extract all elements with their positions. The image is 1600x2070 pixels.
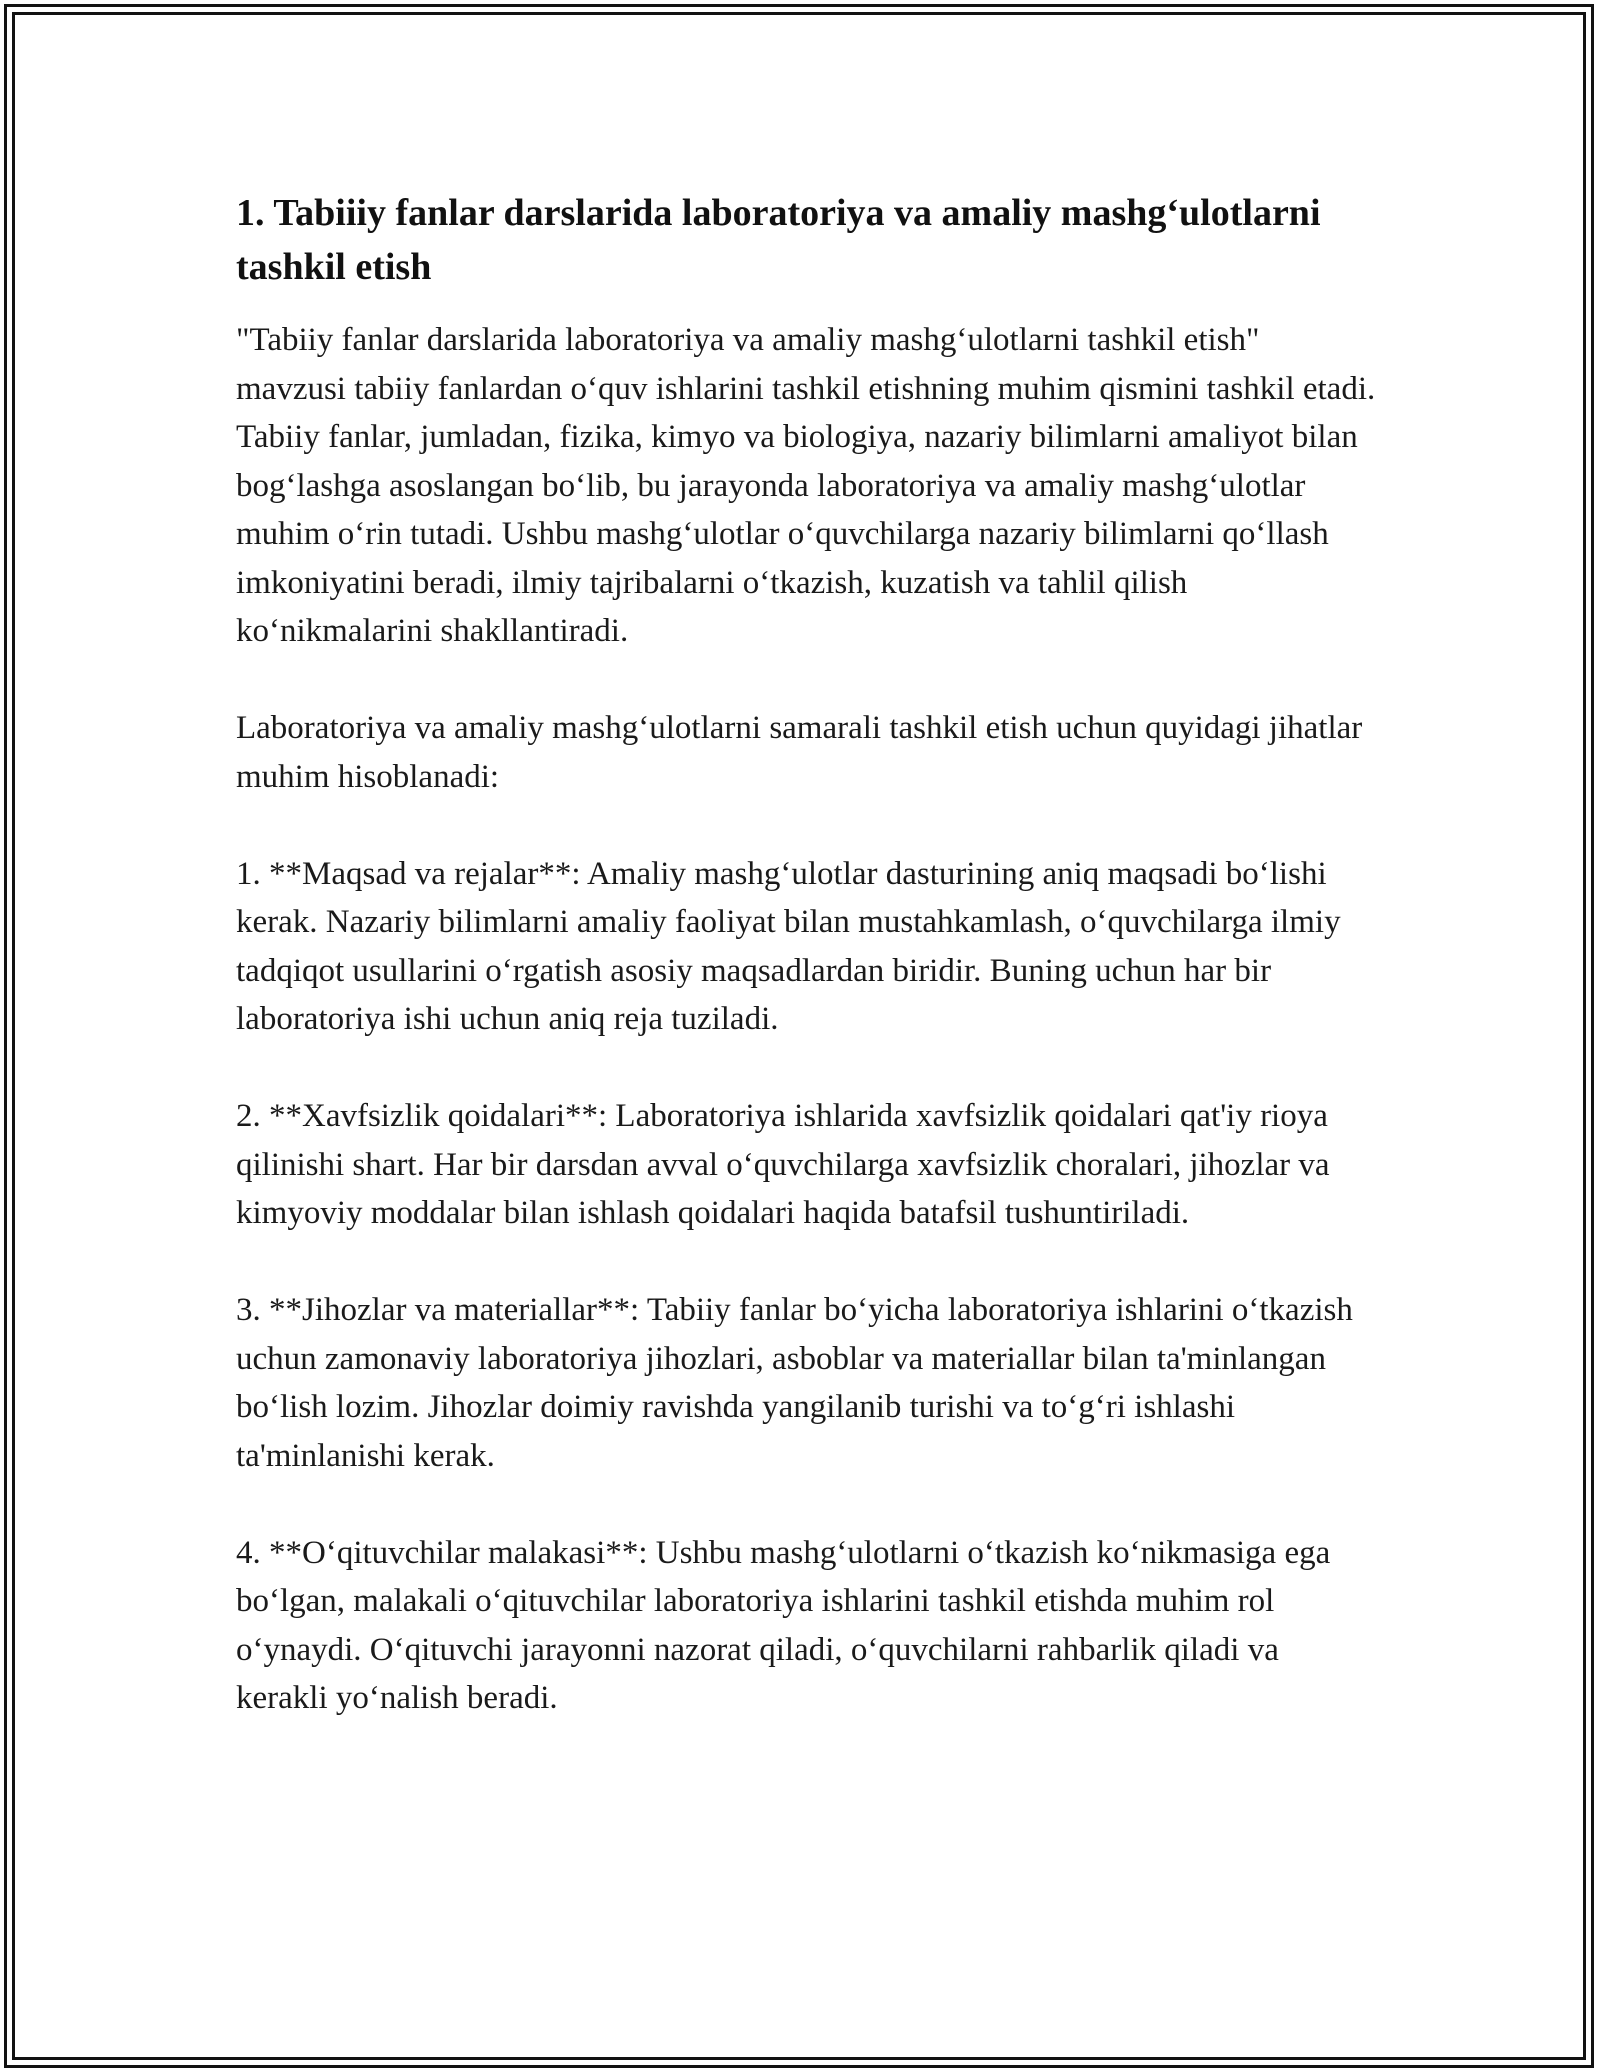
list-item-safety: 2. **Xavfsizlik qoidalari**: Laboratoriya ishlarida xavfsizlik qoidalari qat'iy rioya qilinishi shart. Har bir darsdan avval o‘quvchilarga xavfsizlik choralari, jihozlar va kimyoviy moddalar bilan ishlash qoidalari haqida batafsil tushuntiriladi.	[236, 1098, 1330, 1231]
aspects-intro-paragraph: Laboratoriya va amaliy mashg‘ulotlarni samarali tashkil etish uchun quyidagi jihatlar muhim hisoblanadi:	[236, 710, 1363, 795]
list-item-teachers: 4. **O‘qituvchilar malakasi**: Ushbu mashg‘ulotlarni o‘tkazish ko‘nikmasiga ega bo‘lgan, malakali o‘qituvchilar laboratoriya ishlarini tashkil etishda muhim rol o‘ynaydi. O‘qituvchi jarayonni nazorat qiladi, o‘quvchilarni rahbarlik qiladi va kerakli yo‘nalish beradi.	[236, 1534, 1331, 1716]
intro-paragraph: "Tabiiy fanlar darslarida laboratoriya va amaliy mashg‘ulotlarni tashkil etish" mavzusi tabiiy fanlardan o‘quv ishlarini tashkil etishning muhim qismini tashkil etadi. Tabiiy fanlar, jumladan, fizika, kimyo va biologiya, nazariy bilimlarni amaliyot bilan bog‘lashga asoslangan bo‘lib, bu jarayonda laboratoriya va amaliy mashg‘ulotlar muhim o‘rin tutadi. Ushbu mashg‘ulotlar o‘quvchilarga nazariy bilimlarni qo‘llash imkoniyatini beradi, ilmiy tajribalarni o‘tkazish, kuzatish va tahlil qilish ko‘nikmalarini shakllantiradi.	[236, 322, 1376, 649]
document-title: 1. Tabiiiy fanlar darslarida laboratoriya va amaliy mashg‘ulotlarni tashkil etish	[236, 192, 1321, 288]
list-item-equipment: 3. **Jihozlar va materiallar**: Tabiiy fanlar bo‘yicha laboratoriya ishlarini o‘tkazish uchun zamonaviy laboratoriya jihozlari, asboblar va materiallar bilan ta'minlangan bo‘lish lozim. Jihozlar doimiy ravishda yangilanib turishi va to‘g‘ri ishlashi ta'minlanishi kerak.	[236, 1292, 1353, 1474]
list-item-goals: 1. **Maqsad va rejalar**: Amaliy mashg‘ulotlar dasturining aniq maqsadi bo‘lishi kerak. Nazariy bilimlarni amaliy faoliyat bilan mustahkamlash, o‘quvchilarga ilmiy tadqiqot usullarini o‘rgatish asosiy maqsadlardan biridir. Buning uchun har bir laboratoriya ishi uchun aniq reja tuziladi.	[236, 855, 1341, 1037]
document-body	[236, 186, 1376, 1771]
